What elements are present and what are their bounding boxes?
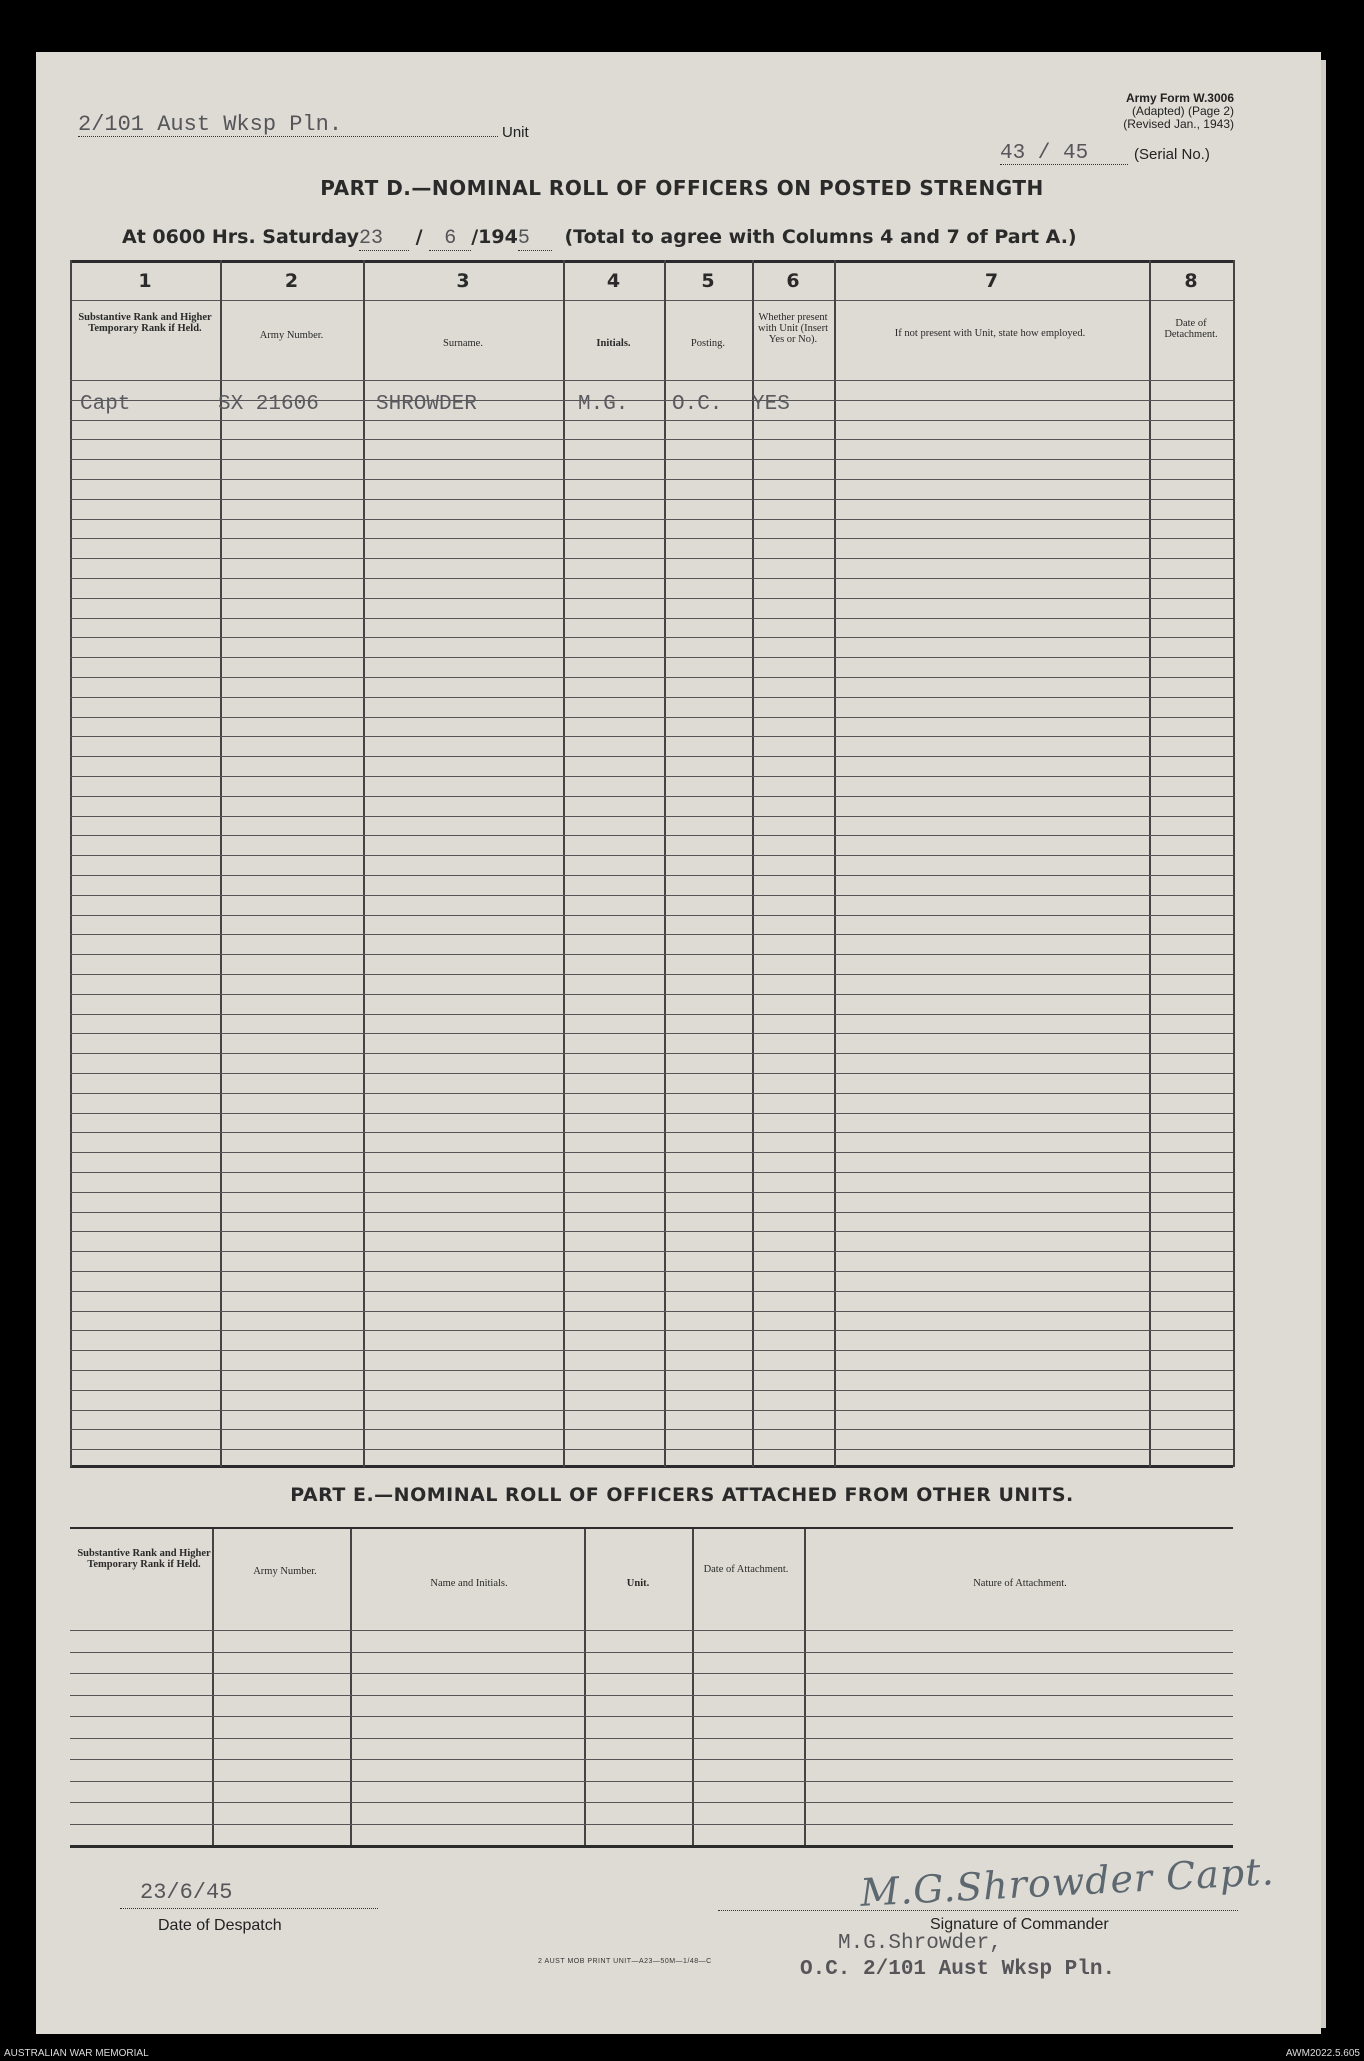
- part-d-row-line: [70, 677, 1233, 678]
- header-employment: If not present with Unit, state how employed.: [894, 328, 1086, 339]
- e-header-name: Name and Initials.: [430, 1578, 508, 1589]
- part-d-row-line: [70, 578, 1233, 579]
- e-header-army-number: Army Number.: [253, 1566, 317, 1577]
- column-number-7: 7: [984, 270, 999, 292]
- part-d-row-line: [70, 1132, 1233, 1133]
- part-d-row-line: [70, 1449, 1233, 1450]
- part-e-row-line: [70, 1824, 1233, 1825]
- army-form-number: Army Form W.3006: [1125, 91, 1234, 105]
- part-e-column-divider: [692, 1529, 694, 1845]
- part-e-column-divider: [804, 1529, 806, 1845]
- part-d-row-line: [70, 558, 1233, 559]
- column-number-1: 1: [138, 270, 152, 292]
- part-d-row-line: [70, 459, 1233, 460]
- signature-underline: [718, 1910, 1238, 1911]
- row-posting: O.C.: [672, 393, 723, 416]
- part-d-row-line: [70, 1152, 1233, 1153]
- part-d-row-line: [70, 1231, 1233, 1232]
- form-info: [1123, 92, 1234, 131]
- part-e-row-line: [70, 1652, 1233, 1653]
- part-d-row-line: [70, 1053, 1233, 1054]
- column-number-4: 4: [606, 270, 621, 292]
- part-d-row-line: [70, 697, 1233, 698]
- part-d-row-line: [70, 934, 1233, 935]
- header-present: Whether present with Unit (Insert Yes or No).: [758, 312, 828, 345]
- part-d-row-line: [70, 657, 1233, 658]
- date-month: 6: [429, 227, 471, 251]
- part-e-row-line: [70, 1673, 1233, 1674]
- part-d-row-line: [70, 895, 1233, 896]
- part-d-row-line: [70, 954, 1233, 955]
- part-e-row-line: [70, 1738, 1233, 1739]
- part-d-row-line: [70, 835, 1233, 836]
- form-adapted: (Adapted) (Page 2): [1131, 104, 1234, 118]
- header-initials: Initials.: [596, 338, 631, 349]
- part-d-row-line: [70, 1073, 1233, 1074]
- part-d-row-line: [70, 974, 1233, 975]
- part-e-row-line: [70, 1802, 1233, 1803]
- part-d-row-line: [70, 756, 1233, 757]
- column-number-3: 3: [456, 270, 470, 292]
- part-d-row-line: [70, 1212, 1233, 1213]
- archive-right: AWM2022.5.605: [1285, 2048, 1360, 2059]
- part-e-row-line: [70, 1759, 1233, 1760]
- unit-label: Unit: [502, 124, 529, 141]
- part-d-row-line: [70, 1370, 1233, 1371]
- e-header-unit: Unit.: [626, 1578, 650, 1589]
- part-d-row-line: [70, 1192, 1233, 1193]
- header-rank: Substantive Rank and Higher Temporary Rank if Held.: [78, 312, 212, 334]
- part-d-row-line: [70, 1271, 1233, 1272]
- part-d-row-line: [70, 1311, 1233, 1312]
- part-d-bottom-rule: [70, 1465, 1233, 1468]
- part-d-row-line: [70, 1350, 1233, 1351]
- part-d-row-line: [70, 1291, 1233, 1292]
- serial-underline: [1000, 164, 1128, 165]
- part-e-bottom-rule: [70, 1845, 1233, 1848]
- part-d-row-line: [70, 1410, 1233, 1411]
- column-number-divider: [70, 300, 1233, 301]
- at-suffix: (Total to agree with Columns 4 and 7 of Part A.): [564, 226, 1077, 248]
- part-d-row-line: [70, 1093, 1233, 1094]
- print-code: 2 AUST MOB PRINT UNIT—A23—50M—1/48—C: [538, 1958, 712, 1965]
- part-d-row-line: [70, 875, 1233, 876]
- header-detachment: Date of Detachment.: [1164, 318, 1218, 340]
- part-d-row-line: [70, 1172, 1233, 1173]
- form-revised: (Revised Jan., 1943): [1123, 117, 1234, 131]
- part-e-column-divider: [212, 1529, 214, 1845]
- part-d-row-line: [70, 420, 1233, 421]
- part-e-row-line: [70, 1781, 1233, 1782]
- date-year-digit: 5: [518, 227, 552, 251]
- part-d-row-line: [70, 598, 1233, 599]
- part-d-row-line: [70, 1033, 1233, 1034]
- part-d-row-line: [70, 915, 1233, 916]
- part-e-row-line: [70, 1695, 1233, 1696]
- archive-strip: [0, 2046, 1364, 2061]
- e-header-rank: Substantive Rank and Higher Temporary Rank if Held.: [77, 1548, 211, 1570]
- column-number-5: 5: [701, 270, 715, 292]
- typed-title: O.C. 2/101 Aust Wksp Pln.: [800, 1958, 1116, 1981]
- part-d-row-line: [70, 736, 1233, 737]
- part-d-row-line: [70, 439, 1233, 440]
- part-d-row-line: [70, 855, 1233, 856]
- part-d-row-line: [70, 519, 1233, 520]
- part-d-column-divider: [834, 260, 836, 1467]
- row-present: YES: [752, 393, 790, 416]
- part-e-title: PART E.—NOMINAL ROLL OF OFFICERS ATTACHED FROM OTHER UNITS.: [290, 1484, 1074, 1506]
- part-d-row-line: [70, 1330, 1233, 1331]
- e-header-nature: Nature of Attachment.: [973, 1578, 1067, 1589]
- unit-underline: [78, 136, 498, 137]
- part-d-column-divider: [563, 260, 565, 1467]
- part-d-column-divider: [70, 260, 72, 1467]
- part-d-column-divider: [1149, 260, 1151, 1467]
- row-surname: SHROWDER: [376, 393, 477, 416]
- part-d-top-rule: [70, 260, 1233, 263]
- at-prefix: At 0600 Hrs. Saturday: [122, 226, 360, 248]
- row-army-number: SX 21606: [218, 393, 319, 416]
- archive-left: AUSTRALIAN WAR MEMORIAL: [4, 2048, 149, 2059]
- part-d-row-line: [70, 994, 1233, 995]
- date-day: 23: [359, 227, 409, 251]
- part-d-column-divider: [1233, 260, 1235, 1467]
- column-number-6: 6: [786, 270, 800, 292]
- part-d-row-line: [70, 1113, 1233, 1114]
- serial-value: 43 / 45: [1000, 142, 1089, 165]
- part-d-row-line: [70, 538, 1233, 539]
- column-number-2: 2: [284, 270, 299, 292]
- signature-label: Signature of Commander: [930, 1916, 1109, 1933]
- part-d-column-divider: [664, 260, 666, 1467]
- part-d-row-line: [70, 1429, 1233, 1430]
- row-rank: Capt: [80, 393, 131, 416]
- column-number-8: 8: [1184, 270, 1198, 292]
- part-e-top-rule: [70, 1527, 1233, 1529]
- header-posting: Posting.: [690, 338, 726, 349]
- commander-signature: M.G.Shrowder Capt.: [859, 1849, 1276, 1915]
- header-army-number: Army Number.: [259, 330, 324, 341]
- part-d-row-line: [70, 380, 1233, 381]
- part-d-column-divider: [363, 260, 365, 1467]
- part-d-column-divider: [220, 260, 222, 1467]
- part-d-column-divider: [752, 260, 754, 1467]
- part-e-column-divider: [584, 1529, 586, 1845]
- part-d-title: PART D.—NOMINAL ROLL OF OFFICERS ON POSTED STRENGTH: [320, 176, 1044, 200]
- part-e-row-line: [70, 1716, 1233, 1717]
- part-d-date-line: At 0600 Hrs. Saturday23 / 6 /1945 (Total to agree with Columns 4 and 7 of Part A.): [122, 226, 1077, 250]
- part-d-row-line: [70, 637, 1233, 638]
- despatch-label: Date of Despatch: [158, 1917, 282, 1934]
- unit-value: 2/101 Aust Wksp Pln.: [78, 112, 343, 137]
- part-d-row-line: [70, 816, 1233, 817]
- year-prefix: /194: [471, 226, 518, 248]
- part-e-column-divider: [350, 1529, 352, 1845]
- part-d-row-line: [70, 1251, 1233, 1252]
- serial-label: (Serial No.): [1134, 146, 1210, 163]
- part-d-row-line: [70, 1390, 1233, 1391]
- part-d-row-line: [70, 776, 1233, 777]
- e-header-attachment-date: Date of Attachment.: [703, 1564, 789, 1575]
- part-d-row-line: [70, 796, 1233, 797]
- despatch-underline: [120, 1908, 378, 1909]
- part-d-row-line: [70, 618, 1233, 619]
- part-d-row-line: [70, 479, 1233, 480]
- part-d-row-line: [70, 499, 1233, 500]
- part-e-row-line: [70, 1630, 1233, 1631]
- despatch-date: 23/6/45: [140, 1880, 233, 1905]
- header-surname: Surname.: [443, 338, 483, 349]
- part-d-row-line: [70, 717, 1233, 718]
- row-initials: M.G.: [578, 393, 629, 416]
- part-d-row-line: [70, 1014, 1233, 1015]
- typed-name: M.G.Shrowder,: [838, 1932, 1002, 1955]
